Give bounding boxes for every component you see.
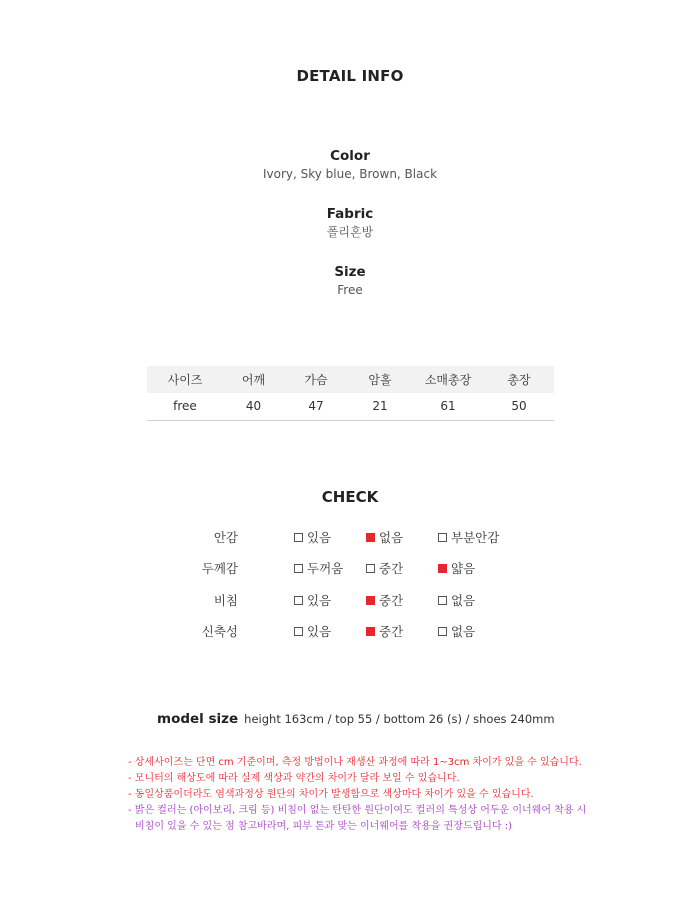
- spec-color-label: Color: [330, 148, 370, 164]
- check-option: [438, 592, 475, 610]
- col-header-length: 총장: [484, 366, 554, 393]
- col-header-armhole: 암홀: [348, 366, 412, 393]
- check-row-label: 안감: [213, 530, 238, 545]
- check-option: [294, 592, 331, 610]
- note-line: - 모니터의 해상도에 따라 실제 색상과 약간의 차이가 달라 보일 수 있습니다.: [128, 773, 460, 784]
- col-header-sleeve: 소매총장: [412, 366, 484, 393]
- checkbox-icon: [438, 533, 447, 542]
- checkbox-icon: [294, 627, 303, 636]
- note-line: - 동일상품이더라도 염색과정상 원단의 차이가 발생함으로 색상마다 차이가 있을 수 있습니다.: [128, 789, 534, 800]
- cell-length: 50: [484, 393, 554, 420]
- check-row-lining: [0, 529, 700, 549]
- size-table: [147, 366, 554, 421]
- check-option: [438, 529, 499, 547]
- check-option: [366, 592, 403, 610]
- cell-sleeve: 61: [412, 393, 484, 420]
- check-option: [294, 529, 331, 547]
- check-option: [438, 623, 475, 641]
- option-label: 부분안감: [451, 530, 500, 545]
- check-row-sheerness: [0, 592, 700, 612]
- option-label: 있음: [307, 624, 332, 639]
- spec-size: [0, 264, 700, 299]
- model-size-value: height 163cm / top 55 / bottom 26 (s) / shoes 240mm: [244, 712, 555, 726]
- cell-armhole: 21: [348, 393, 412, 420]
- col-header-chest: 가슴: [284, 366, 348, 393]
- col-header-size: 사이즈: [147, 366, 223, 393]
- check-option: [366, 529, 403, 547]
- model-size-label: model size: [157, 711, 239, 727]
- option-label: 두꺼움: [307, 561, 344, 576]
- checkbox-icon: [366, 627, 375, 636]
- option-label: 없음: [379, 530, 404, 545]
- model-size: [157, 708, 657, 727]
- check-option: [294, 623, 331, 641]
- spec-fabric-value: 폴리혼방: [326, 225, 374, 239]
- notes: [128, 755, 688, 835]
- check-row-label: 두께감: [201, 561, 238, 576]
- col-header-shoulder: 어깨: [223, 366, 284, 393]
- check-row-label: 신축성: [201, 624, 238, 639]
- option-label: 얇음: [451, 561, 476, 576]
- cell-size: free: [147, 393, 223, 420]
- spec-size-label: Size: [334, 264, 366, 280]
- check-option: [366, 623, 403, 641]
- checkbox-icon: [294, 564, 303, 573]
- checkbox-icon: [366, 564, 375, 573]
- note-line: - 밝은 컬러는 (아이보리, 크림 등) 비침이 없는 탄탄한 원단이여도 컬러의 특성상 어두운 이너웨어 착용 시: [128, 805, 587, 816]
- checkbox-icon: [438, 564, 447, 573]
- check-option: [438, 560, 475, 578]
- note-line: 비침이 있을 수 있는 점 참고바라며, 피부 톤과 맞는 이너웨어를 착용을 권장드립니다 :): [135, 821, 513, 832]
- table-row: [147, 393, 554, 420]
- option-label: 중간: [379, 624, 404, 639]
- detail-info-title: DETAIL INFO: [296, 67, 404, 85]
- checkbox-icon: [294, 596, 303, 605]
- option-label: 없음: [451, 593, 476, 608]
- note-line: - 상세사이즈는 단면 cm 기준이며, 측정 방법이나 재생산 과정에 따라 1~3cm 차이가 있을 수 있습니다.: [128, 757, 582, 768]
- option-label: 있음: [307, 593, 332, 608]
- checkbox-icon: [438, 627, 447, 636]
- size-table-header-row: [147, 366, 554, 393]
- spec-fabric-label: Fabric: [326, 206, 374, 222]
- option-label: 중간: [379, 593, 404, 608]
- cell-shoulder: 40: [223, 393, 284, 420]
- cell-chest: 47: [284, 393, 348, 420]
- check-title: CHECK: [321, 488, 379, 506]
- check-row-thickness: [0, 560, 700, 580]
- option-label: 없음: [451, 624, 476, 639]
- check-option: [366, 560, 403, 578]
- check-option: [294, 560, 343, 578]
- spec-size-value: Free: [337, 283, 363, 297]
- spec-color: [0, 148, 700, 183]
- option-label: 중간: [379, 561, 404, 576]
- checkbox-icon: [366, 596, 375, 605]
- check-row-label: 비침: [213, 593, 238, 608]
- option-label: 있음: [307, 530, 332, 545]
- check-row-stretch: [0, 623, 700, 643]
- spec-color-value: Ivory, Sky blue, Brown, Black: [262, 167, 438, 181]
- checkbox-icon: [294, 533, 303, 542]
- checkbox-icon: [366, 533, 375, 542]
- checkbox-icon: [438, 596, 447, 605]
- spec-fabric: [0, 206, 700, 241]
